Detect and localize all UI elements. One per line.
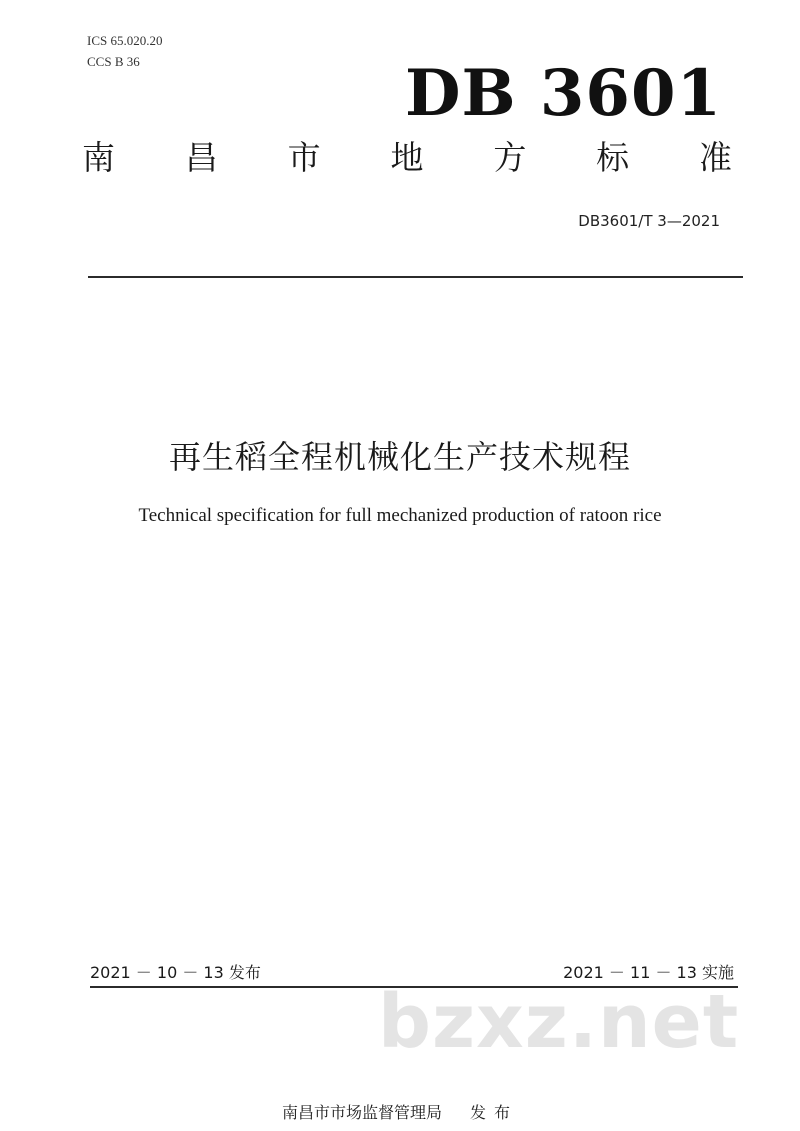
db-logo: DB 3601	[405, 56, 722, 131]
classification-codes	[87, 30, 162, 72]
standard-type-char: 标	[596, 138, 630, 177]
publish-label: 发布	[470, 1103, 519, 1122]
standard-type-char: 昌	[184, 138, 218, 177]
standard-type-char: 市	[287, 138, 321, 177]
issue-date: 2021 － 10 － 13 发布	[90, 963, 261, 982]
ccs-code: CCS B 36	[87, 54, 140, 69]
implementation-date: 2021 － 11 － 13 实施	[563, 963, 734, 982]
publisher-name: 南昌市市场监督管理局	[281, 1103, 442, 1122]
document-title-english: Technical specification for full mechanized production of ratoon rice	[138, 505, 662, 526]
standard-type-char: 准	[698, 138, 732, 177]
publisher-line	[0, 1100, 800, 1123]
watermark: bzxz.net	[378, 979, 740, 1065]
standard-type-char: 南	[82, 138, 115, 177]
standard-type-char: 地	[390, 138, 424, 177]
document-title-chinese: 再生稻全程机械化生产技术规程	[168, 438, 631, 476]
standard-type-heading	[82, 138, 732, 177]
standard-number: DB3601/T 3—2021	[578, 212, 720, 230]
standard-type-char: 方	[493, 138, 527, 177]
header-divider	[88, 276, 743, 278]
ics-code: ICS 65.020.20	[87, 33, 163, 48]
